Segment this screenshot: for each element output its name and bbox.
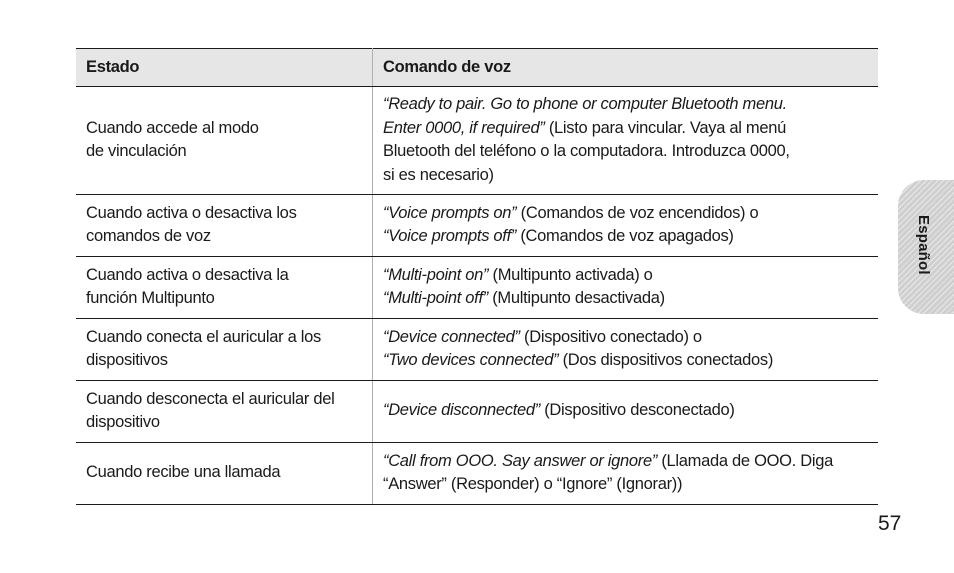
command-spanish: (Dos dispositivos conectados) <box>558 351 774 369</box>
state-line: dispositivos <box>86 351 168 369</box>
state-line: Cuando activa o desactiva la <box>86 265 289 284</box>
command-cell <box>373 381 879 443</box>
command-english: “Multi-point off” <box>383 289 488 307</box>
command-cell <box>373 319 879 381</box>
header-voice-command: Comando de voz <box>373 49 879 87</box>
state-line: Cuando activa o desactiva los <box>86 203 297 222</box>
table-row <box>76 87 878 195</box>
voice-command-table-container <box>76 48 878 505</box>
table-row <box>76 319 878 381</box>
command-english: “Ready to pair. Go to phone or computer Bluetooth menu. <box>383 95 787 113</box>
command-spanish: (Listo para vincular. Vaya al menú <box>544 118 786 137</box>
command-spanish: (Comandos de voz encendidos) o <box>516 203 759 222</box>
header-state: Estado <box>76 49 373 87</box>
language-side-tab-label: Español <box>915 215 932 275</box>
command-english: “Call from OOO. Say answer or ignore” <box>383 451 658 470</box>
command-english: “Multi-point on” <box>383 265 489 284</box>
command-spanish: (Dispositivo conectado) o <box>519 327 702 346</box>
state-cell <box>76 87 373 195</box>
state-line: Cuando conecta el auricular a los <box>86 327 321 346</box>
state-cell <box>76 195 373 257</box>
state-cell <box>76 443 373 505</box>
command-spanish: (Multipunto desactivada) <box>487 289 665 307</box>
state-line: de vinculación <box>86 142 187 160</box>
command-spanish: “Answer” (Responder) o “Ignore” (Ignorar)) <box>383 475 683 493</box>
command-english: “Device disconnected” <box>383 401 540 420</box>
command-spanish: si es necesario) <box>383 165 494 184</box>
command-english: “Device connected” <box>383 327 520 346</box>
command-english: “Voice prompts off” <box>383 227 517 245</box>
table-row <box>76 381 878 443</box>
command-spanish: (Dispositivo desconectado) <box>539 401 735 420</box>
table-header-row <box>76 49 878 87</box>
state-line: función Multipunto <box>86 289 215 307</box>
state-line: comandos de voz <box>86 227 211 245</box>
command-english: “Two devices connected” <box>383 351 559 369</box>
command-english: Enter 0000, if required” <box>383 118 545 137</box>
command-spanish: (Llamada de OOO. Diga <box>657 451 833 470</box>
command-spanish: (Multipunto activada) o <box>488 265 653 284</box>
table-row <box>76 257 878 319</box>
command-cell <box>373 195 879 257</box>
command-cell <box>373 443 879 505</box>
voice-command-table <box>76 48 878 505</box>
state-line: Cuando accede al modo <box>86 118 259 137</box>
table-body <box>76 87 878 505</box>
table-row <box>76 195 878 257</box>
table-row <box>76 443 878 505</box>
command-cell <box>373 257 879 319</box>
command-english: “Voice prompts on” <box>383 203 517 222</box>
command-spanish: Bluetooth del teléfono o la computadora. Introduzca 0000, <box>383 142 790 160</box>
command-cell <box>373 87 879 195</box>
state-line: dispositivo <box>86 413 160 431</box>
state-cell <box>76 319 373 381</box>
state-cell <box>76 381 373 443</box>
state-line: Cuando recibe una llamada <box>86 463 281 482</box>
state-cell <box>76 257 373 319</box>
page-number: 57 <box>878 512 902 535</box>
state-line: Cuando desconecta el auricular del <box>86 389 335 408</box>
command-spanish: (Comandos de voz apagados) <box>516 227 734 245</box>
